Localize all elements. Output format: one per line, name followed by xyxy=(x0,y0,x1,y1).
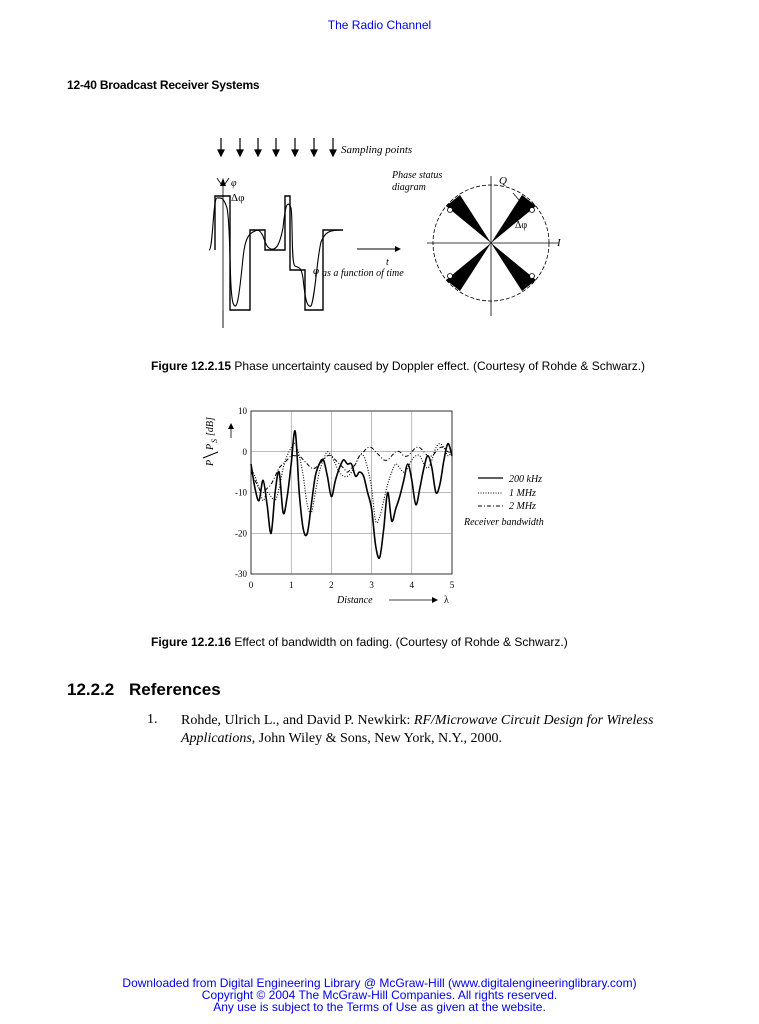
legend-label-200khz: 200 kHz xyxy=(509,474,543,485)
sampling-points-arrows xyxy=(218,138,336,156)
legend-label-1mhz: 1 MHz xyxy=(509,488,536,499)
running-head: 12-40 Broadcast Receiver Systems xyxy=(67,78,260,92)
sampling-points-label: Sampling points xyxy=(341,144,413,156)
y-tick-label: -10 xyxy=(235,487,247,498)
phi-time-symbol: φ xyxy=(313,265,320,277)
circle-delta-phi-label: Δφ xyxy=(515,220,528,231)
figure-12-2-15-caption-text: Phase uncertainty caused by Doppler effect. (Courtesy of Rohde & Schwarz.) xyxy=(234,359,646,373)
figure-12-2-16-caption-label: Figure 12.2.16 xyxy=(151,635,232,649)
phi-function-of-time-label: as a function of time xyxy=(322,268,404,279)
y-axis-label-ps: P xyxy=(205,443,216,450)
phi-axis-label: φ xyxy=(231,178,237,189)
phi-axis-arrowhead xyxy=(220,178,226,186)
x-axis-label: Distance xyxy=(337,595,373,606)
x-tick-label: 3 xyxy=(369,580,374,590)
ideal-phase-waveform xyxy=(215,196,343,310)
section-title: References xyxy=(129,680,221,699)
figure-12-2-15-caption xyxy=(151,359,645,373)
phase-status-label-line1: Phase status xyxy=(392,170,443,181)
x-axis-arrow-label: λ xyxy=(444,595,449,606)
reference-item xyxy=(181,712,693,748)
section-number: 12.2.2 xyxy=(67,680,115,699)
t-label: t xyxy=(386,257,389,268)
legend-title: Receiver bandwidth xyxy=(464,517,544,528)
y-tick-label: -30 xyxy=(235,569,247,579)
x-tick-label: 5 xyxy=(449,580,455,590)
footer-line-3: Any use is subject to the Terms of Use as given at the website. xyxy=(213,1000,546,1014)
chart-ticks xyxy=(235,406,455,590)
legend-label-2mhz: 2 MHz xyxy=(509,501,536,512)
figure-phase-uncertainty xyxy=(195,138,575,333)
reference-publisher: , John Wiley & Sons, New York, N.Y., 2000. xyxy=(251,731,502,746)
y-axis-label xyxy=(203,417,234,467)
y-tick-label: 10 xyxy=(238,406,247,416)
figure-12-2-16-caption-courtesy: (Courtesy of Rohde & Schwarz.) xyxy=(395,635,568,649)
footer-line-1[interactable]: Downloaded from Digital Engineering Library @ McGraw-Hill (www.digitalengineeringlibrary.com) xyxy=(122,976,637,990)
x-tick-label: 2 xyxy=(329,580,334,590)
y-axis-label-unit: [dB] xyxy=(205,417,216,436)
i-axis-label: I xyxy=(557,237,561,249)
section-heading xyxy=(67,680,221,700)
top-chapter-link[interactable]: The Radio Channel xyxy=(327,18,432,32)
y-axis-label-sub: S xyxy=(210,439,219,443)
chart-legend xyxy=(463,474,544,528)
chart-series-group xyxy=(251,431,452,558)
figure-12-2-15-caption-label: Figure 12.2.15 xyxy=(151,359,232,373)
x-tick-label: 4 xyxy=(409,580,415,590)
y-tick-label: 0 xyxy=(242,446,247,457)
x-tick-label: 0 xyxy=(248,580,254,590)
figure-12-2-16-caption xyxy=(151,635,568,649)
phase-status-diagram xyxy=(427,176,559,316)
reference-number: 1. xyxy=(147,712,158,727)
x-tick-label: 1 xyxy=(288,580,294,590)
y-tick-label: -20 xyxy=(235,528,247,539)
figure-12-2-16-caption-text: Effect of bandwidth on fading. xyxy=(234,635,393,649)
delta-phi-label: Δφ xyxy=(231,192,245,204)
footer-line-2: Copyright © 2004 The McGraw-Hill Companies. All rights reserved. xyxy=(201,988,558,1002)
y-axis-label-p: P xyxy=(205,459,216,466)
reference-title: RF/Microwave Circuit Design for Wireless Applications xyxy=(181,713,654,746)
reference-authors: Rohde, Ulrich L., and David P. Newkirk: xyxy=(181,713,414,728)
figure-bandwidth-fading-chart xyxy=(196,398,566,613)
footer-copyright[interactable] xyxy=(0,977,759,1013)
phase-status-label-line2: diagram xyxy=(392,182,426,193)
q-axis-label: Q xyxy=(499,175,507,187)
